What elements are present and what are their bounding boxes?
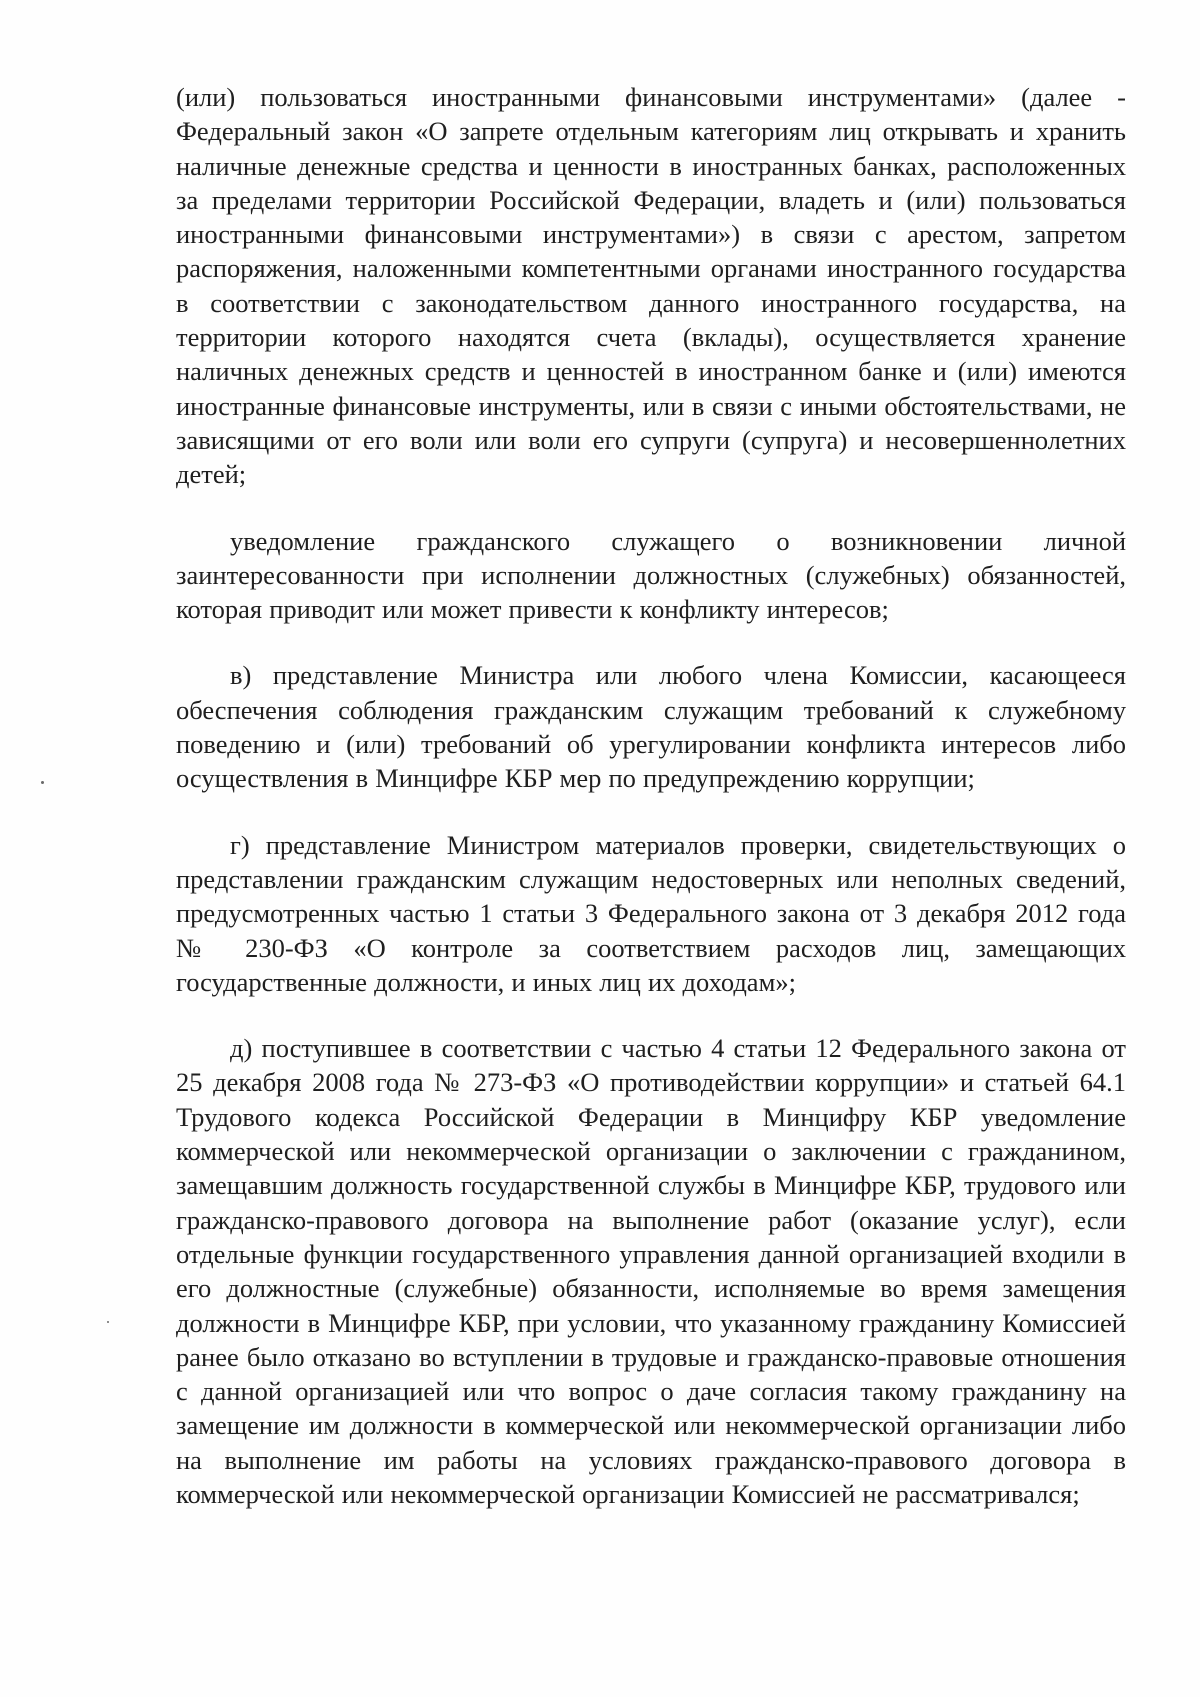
paragraph-item-g: г) представление Министром материалов проверки, свидетельствующих о представлении гражданским служащим недостоверных или неполных сведений, предусмотренных частью 1 статьи 3 Федерального закона от 3 декабря 2012 года № 230-ФЗ «О контроле за соответствием расходов лиц, замещающих государственные должности, и иных лиц их доходам»; [176, 829, 1126, 997]
scan-speck [107, 1321, 109, 1323]
scan-speck [41, 781, 44, 784]
paragraph-continuation: (или) пользоваться иностранными финансовыми инструментами» (далее - Федеральный закон «О запрете отдельным категориям лиц открывать и хранить наличные денежные средства и ценности в иностранных банках, расположенных за пределами территории Российской Федерации, владеть и (или) пользоваться иностранными финансовыми инструментами») в связи с арестом, запретом распоряжения, наложенными компетентными органами иностранного государства в соответствии с законодательством данного иностранного государства, на территории которого находятся счета (вклады), осуществляется хранение наличных денежных средств и ценностей в иностранном банке и (или) имеются иностранные финансовые инструменты, или в связи с иными обстоятельствами, не зависящими от его воли или воли его супруги (супруга) и несовершеннолетних детей; [176, 82, 1126, 490]
paragraph-item-d: д) поступившее в соответствии с частью 4 статьи 12 Федерального закона от 25 декабря 2008 года № 273-ФЗ «О противодействии коррупции» и статьей 64.1 Трудового кодекса Российской Федерации в Минцифру КБР уведомление коммерческой или некоммерческой организации о заключении с гражданином, замещавшим должность государственной службы в Минцифре КБР, трудового или гражданско-правового договора на выполнение работ (оказание услуг), если отдельные функции государственного управления данной организацией входили в его должностные (служебные) обязанности, исполняемые во время замещения должности в Минцифре КБР, при условии, что указанному гражданину Комиссией ранее было отказано во вступлении в трудовые и гражданско-правовые отношения с данной организацией или что вопрос о даче согласия такому гражданину на замещение им должности в коммерческой или некоммерческой организации либо на выполнение им работы на условиях гражданско-правового договора в коммерческой или некоммерческой организации Комиссией не рассматривался; [176, 1033, 1126, 1509]
paragraph-item-v: в) представление Министра или любого члена Комиссии, касающееся обеспечения соблюдения гражданским служащим требований к служебному поведению и (или) требований об урегулировании конфликта интересов либо осуществления в Минцифре КБР мер по предупреждению коррупции; [176, 660, 1126, 794]
paragraph-notice-interest: уведомление гражданского служащего о возникновении личной заинтересованности при исполнении должностных (служебных) обязанностей, которая приводит или может привести к конфликту интересов; [176, 525, 1126, 625]
document-body [176, 80, 1126, 1543]
